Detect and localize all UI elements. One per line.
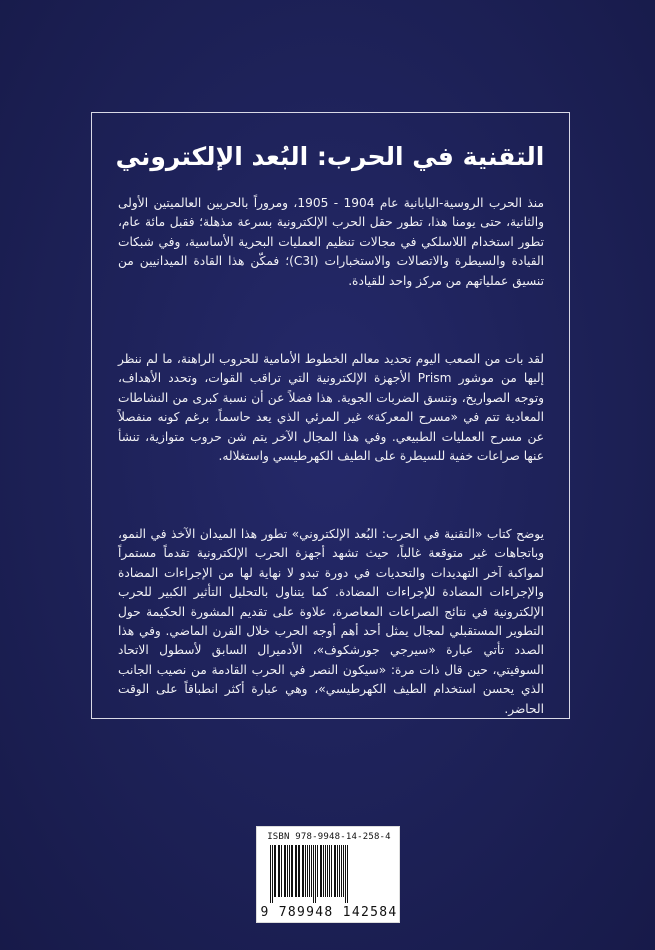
barcode-bar: [295, 845, 297, 897]
barcode-bar: [341, 845, 342, 897]
barcode-bar: [334, 845, 336, 897]
barcode-bar: [284, 845, 286, 897]
paragraph-2: لقد بات من الصعب اليوم تحديد معالم الخطوط الأمامية للحروب الراهنة، ما لم ننظر إليها من موشور Prism الأجهزة الإلكترونية التي تراقب القوات، وتحدد الأهداف، وتوجه الصواريخ، وتنسق الضربات الجوية. هذا فضلاً عن أن نسبة كبرى من النشاطات المعادية تتم في «مسرح المعركة» غير المرئي الذي يعد حاسماً، برغم كونه منفصلاً عن مسرح العمليات الطبيعي. وفي هذا المجال الآخر يتم شن حروب متوازية، تنشأ عنها صراعات خفية للسيطرة على الطيف الكهرطيسي واستغلاله.: [118, 352, 544, 464]
barcode-bar: [323, 845, 324, 897]
barcode-bar: [307, 845, 308, 897]
barcode-bar: [272, 845, 273, 903]
barcode-bar: [309, 845, 310, 897]
barcode-bar: [325, 845, 326, 897]
paragraph-3: يوضح كتاب «التقنية في الحرب: البُعد الإلكتروني» تطور هذا الميدان الآخذ في النمو، وباتجاهات غير متوقعة غالباً، حيث تشهد أجهزة الحرب الإلكترونية تقدماً مستمراً لمواكبة آخر التهديدات والتحديات في دورة تبدو لا نهاية لها من الإجراءات المضادة والإجراءات المضادة للإجراءات المضادة. كما يتناول بالتحليل التأثير الكبير للحرب الإلكترونية في نتائج الصراعات المعاصرة، علاوة على تقديم المشورة الحكيمة حول التطوير المستقبلي لمجال يمثل أحد أهم أوجه الحرب خلال القرن الماضي. وفي هذا الصدد تأتي عبارة «سيرجي جورشكوف»، الأدميرال السابق لأسطول الاتحاد السوفيتي، حين قال ذات مرة: «سيكون النصر في الحرب القادمة من نصيب الجانب الذي يحسن استخدام الطيف الكهرطيسي»، وهي عبارة أكثر انطباقاً على الوقت الحاضر.: [118, 527, 544, 716]
barcode-bar: [327, 845, 328, 897]
barcode-bar: [315, 845, 316, 903]
barcode-bar: [302, 845, 304, 897]
barcode-bar: [311, 845, 312, 897]
barcode-bar: [274, 845, 276, 897]
barcode-bar: [278, 845, 280, 897]
barcode-bar: [320, 845, 322, 897]
barcode-bar: [287, 845, 288, 897]
barcode-bar: [317, 845, 318, 897]
barcode-bar: [305, 845, 306, 897]
barcode-bar: [339, 845, 340, 897]
barcode-bar: [345, 845, 346, 903]
barcode-bar: [313, 845, 314, 903]
isbn-barcode: [256, 826, 400, 923]
isbn-label: ISBN 978-9948-14-258-4: [267, 832, 391, 842]
paragraph-1: منذ الحرب الروسية-اليابانية عام 1904 - 1905، ومروراً بالحربين العالميتين الأولى والثانية، حتى يومنا هذا، تطور حقل الحرب الإلكترونية بسرعة مذهلة؛ فقبل مائة عام، تطور استخدام اللاسلكي في مجالات تنظيم العمليات البحرية الأساسية، وفي شبكات القيادة والسيطرة والاتصالات والاستخبارات (C3I)؛ فمكّن هذا القادة الميدانيين من تنسيق عملياتهم من مركز واحد للقيادة.: [118, 196, 545, 288]
book-title: التقنية في الحرب: البُعد الإلكتروني: [115, 142, 545, 171]
barcode-bars: [269, 845, 393, 903]
ean-digits: 9 789948 142584: [260, 905, 398, 920]
barcode-bar: [298, 845, 300, 897]
barcode-bar: [337, 845, 338, 897]
barcode-bar: [329, 845, 330, 897]
barcode-bar: [347, 845, 348, 903]
barcode-bar: [289, 845, 290, 897]
barcode-bar: [270, 845, 271, 903]
barcode-bar: [331, 845, 332, 897]
barcode-bar: [291, 845, 293, 897]
barcode-bar: [281, 845, 282, 897]
barcode-bar: [343, 845, 344, 897]
